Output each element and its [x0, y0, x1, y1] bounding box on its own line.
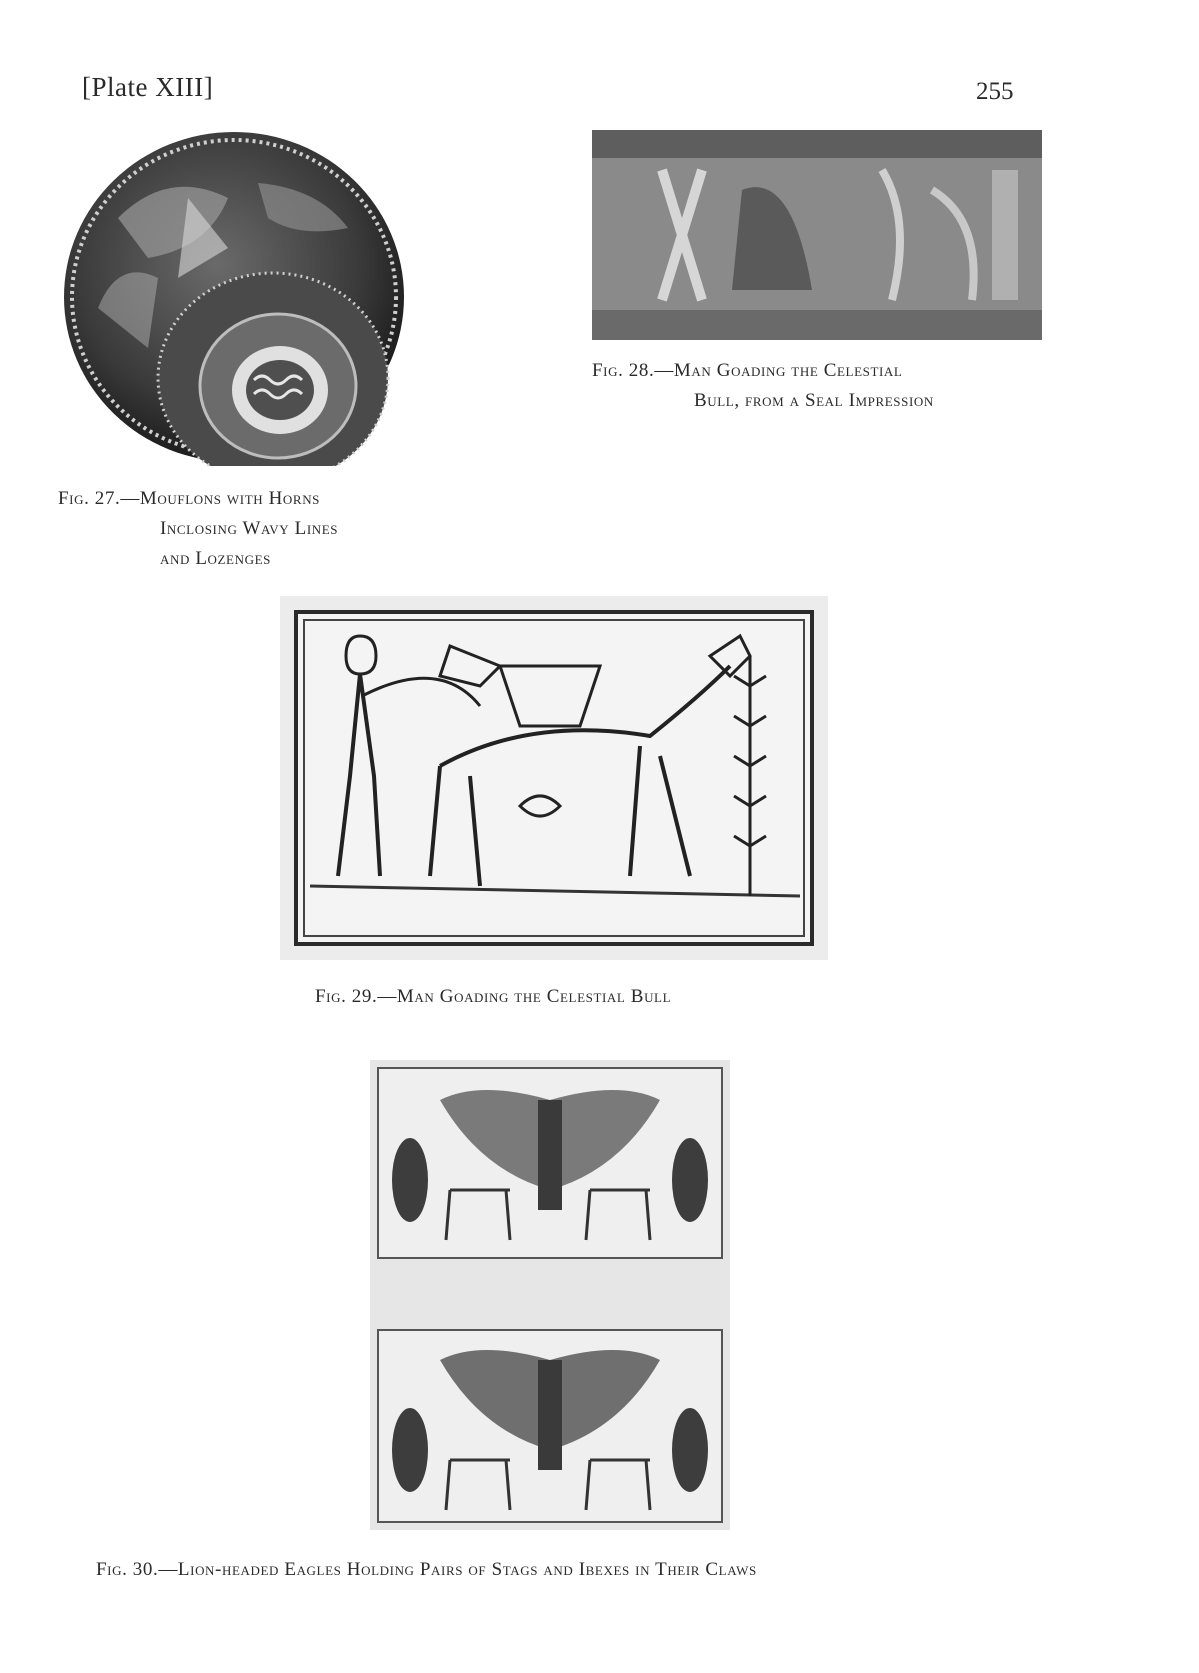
caption-line: Fig. 28.—Man Goading the Celestial — [592, 360, 903, 381]
figure-30-caption: Fig. 30.—Lion-headed Eagles Holding Pairs of Stags and Ibexes in Their Claws — [96, 1559, 757, 1580]
lower-register — [378, 1330, 722, 1522]
plate-label: [Plate XIII] — [82, 72, 214, 102]
figure-27-image — [58, 128, 410, 466]
caption-line: Fig. 27.—Mouflons with Horns — [58, 488, 321, 509]
figure-30-image — [370, 1060, 730, 1530]
figure-27-caption — [58, 484, 338, 574]
figure-29-caption: Fig. 29.—Man Goading the Celestial Bull — [315, 986, 672, 1007]
caption-line: Inclosing Wavy Lines — [160, 518, 339, 539]
upper-register — [378, 1068, 722, 1258]
figure-28-image — [592, 130, 1042, 340]
caption-line: Bull, from a Seal Impression — [694, 390, 934, 411]
page-number: 255 — [976, 78, 1014, 105]
figure-29-image — [280, 596, 828, 960]
figure-28-caption — [592, 356, 934, 416]
caption-line: and Lozenges — [160, 548, 271, 569]
